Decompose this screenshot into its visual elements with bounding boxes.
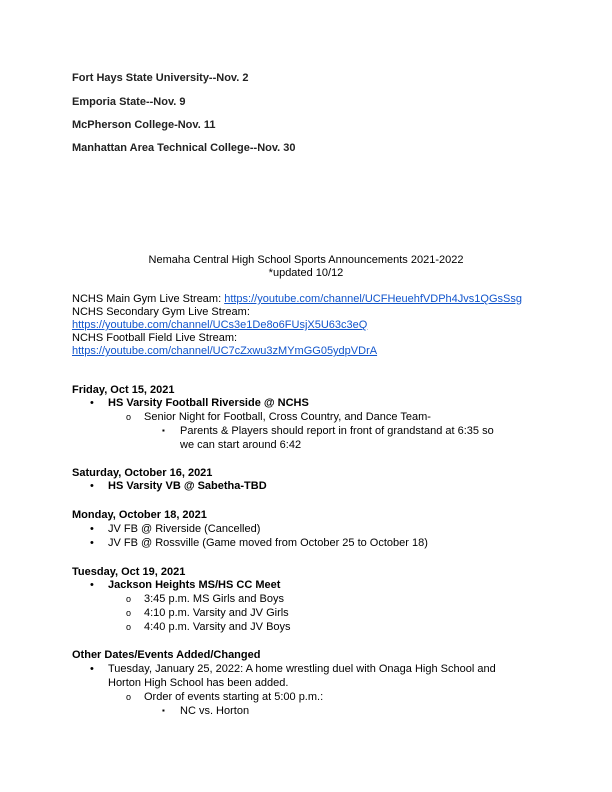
college-item: Emporia State--Nov. 9 bbox=[72, 96, 186, 108]
football-field-label: NCHS Football Field Live Stream: bbox=[72, 332, 238, 344]
bullet-icon: • bbox=[90, 579, 94, 591]
event-note: Parents & Players should report in front of grandstand at 6:35 so bbox=[180, 425, 494, 437]
main-gym-stream bbox=[72, 293, 522, 305]
college-item: McPherson College-Nov. 11 bbox=[72, 119, 216, 131]
event-note: we can start around 6:42 bbox=[180, 439, 302, 451]
circle-bullet-icon: o bbox=[126, 622, 132, 632]
time-item: 3:45 p.m. MS Girls and Boys bbox=[144, 593, 284, 605]
event-item: JV FB @ Rossville (Game moved from October 25 to October 18) bbox=[108, 537, 428, 549]
updated-note: *updated 10/12 bbox=[268, 267, 344, 279]
day-heading: Tuesday, Oct 19, 2021 bbox=[72, 566, 186, 578]
bullet-icon: • bbox=[90, 663, 94, 675]
event-item-continued: Horton High School has been added. bbox=[108, 677, 289, 689]
time-item: 4:10 p.m. Varsity and JV Girls bbox=[144, 607, 289, 619]
main-gym-label: NCHS Main Gym Live Stream: bbox=[72, 293, 225, 305]
bullet-icon: • bbox=[90, 523, 94, 535]
circle-bullet-icon: o bbox=[126, 412, 132, 422]
event-note: NC vs. Horton bbox=[180, 705, 250, 717]
event-item: HS Varsity VB @ Sabetha-TBD bbox=[108, 480, 267, 492]
square-bullet-icon: ▪ bbox=[162, 706, 165, 715]
college-item: Manhattan Area Technical College--Nov. 30 bbox=[72, 142, 296, 154]
bullet-icon: • bbox=[90, 397, 94, 409]
event-item: JV FB @ Riverside (Cancelled) bbox=[108, 523, 261, 535]
football-field-link[interactable]: https://youtube.com/channel/UC7cZxwu3zMYmGG05ydpVDrA bbox=[72, 345, 378, 357]
secondary-gym-label: NCHS Secondary Gym Live Stream: bbox=[72, 306, 250, 318]
time-item: 4:40 p.m. Varsity and JV Boys bbox=[144, 621, 291, 633]
event-item: HS Varsity Football Riverside @ NCHS bbox=[108, 397, 309, 409]
college-item: Fort Hays State University--Nov. 2 bbox=[72, 72, 249, 84]
page-title: Nemaha Central High School Sports Announcements 2021-2022 bbox=[148, 254, 464, 266]
day-heading: Monday, October 18, 2021 bbox=[72, 509, 207, 521]
square-bullet-icon: ▪ bbox=[162, 426, 165, 435]
event-item: Jackson Heights MS/HS CC Meet bbox=[108, 579, 281, 591]
day-heading: Saturday, October 16, 2021 bbox=[72, 467, 213, 479]
event-sub-item: Senior Night for Football, Cross Country, and Dance Team- bbox=[144, 411, 431, 423]
bullet-icon: • bbox=[90, 537, 94, 549]
secondary-gym-link[interactable]: https://youtube.com/channel/UCs3e1De8o6FUsjX5U63c3eQ bbox=[72, 319, 368, 331]
day-heading: Friday, Oct 15, 2021 bbox=[72, 384, 175, 396]
main-gym-link[interactable]: https://youtube.com/channel/UCFHeuehfVDPh4Jvs1QGsSsg bbox=[224, 293, 522, 305]
bullet-icon: • bbox=[90, 480, 94, 492]
event-sub-item: Order of events starting at 5:00 p.m.: bbox=[144, 691, 324, 703]
circle-bullet-icon: o bbox=[126, 608, 132, 618]
circle-bullet-icon: o bbox=[126, 692, 132, 702]
circle-bullet-icon: o bbox=[126, 594, 132, 604]
section-heading: Other Dates/Events Added/Changed bbox=[72, 649, 261, 661]
event-item: Tuesday, January 25, 2022: A home wrestling duel with Onaga High School and bbox=[108, 663, 496, 675]
